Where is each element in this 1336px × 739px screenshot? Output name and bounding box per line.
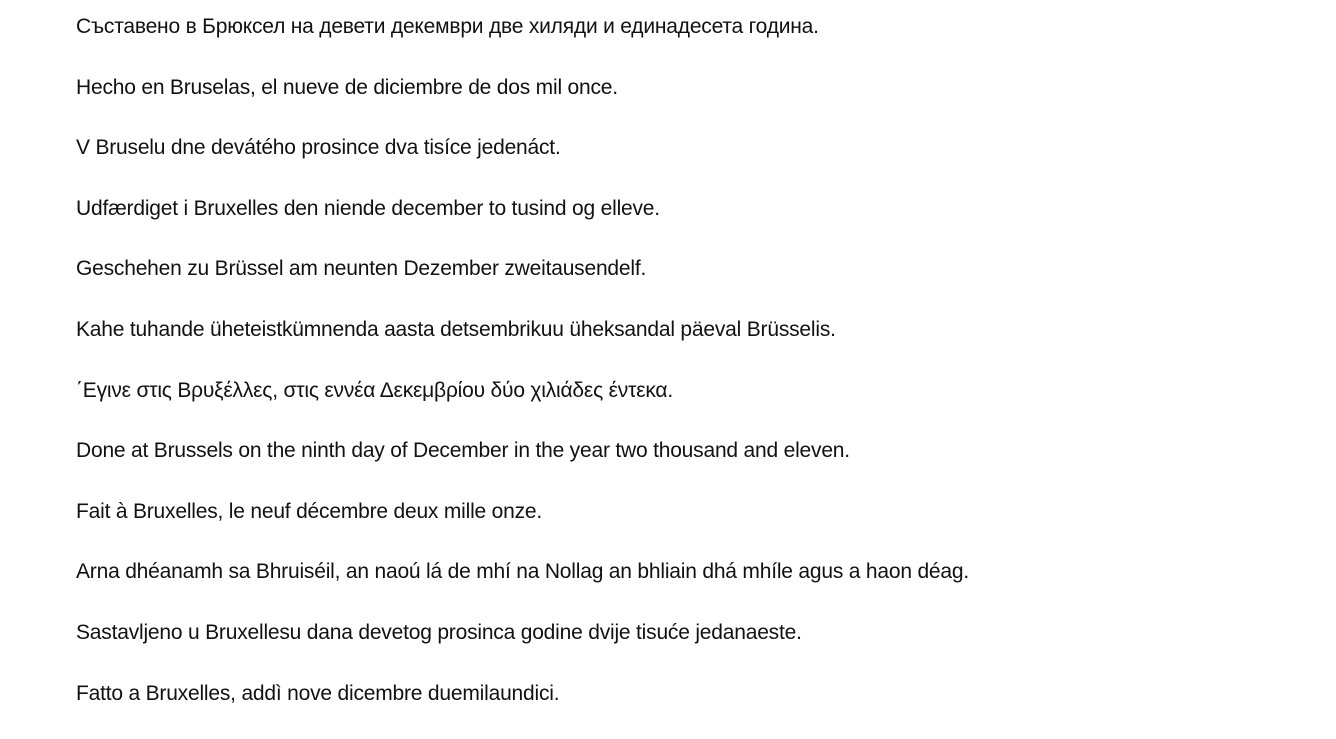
closing-line-et: Kahe tuhande üheteistkümnenda aasta detsembrikuu üheksandal päeval Brüsselis. [76, 317, 836, 341]
closing-line-bg: Съставено в Брюксел на девети декември две хиляди и единадесета година. [76, 15, 819, 38]
closing-line-cs: V Bruselu dne devátého prosince dva tisíce jedenáct. [76, 136, 561, 160]
closing-line-es: Hecho en Bruselas, el nueve de diciembre de dos mil once. [76, 75, 618, 99]
closing-line-fr: Fait à Bruxelles, le neuf décembre deux mille onze. [76, 499, 543, 523]
closing-line-da: Udfærdiget i Bruxelles den niende december to tusind og elleve. [76, 196, 660, 220]
closing-line-de: Geschehen zu Brüssel am neunten Dezember zweitausendelf. [76, 257, 647, 281]
closing-line-it: Fatto a Bruxelles, addì nove dicembre duemilaundici. [76, 681, 560, 705]
closing-line-el: ΄Εγινε στις Βρυξέλλες, στις εννέα Δεκεμβρίου δύο χιλιάδες έντεκα. [76, 378, 673, 402]
closing-line-en: Done at Brussels on the ninth day of December in the year two thousand and eleven. [76, 439, 850, 463]
document-body [76, 12, 1316, 739]
closing-line-hr: Sastavljeno u Bruxellesu dana devetog prosinca godine dvije tisuće jedanaeste. [76, 620, 802, 644]
closing-line-ga: Arna dhéanamh sa Bhruiséil, an naoú lá de mhí na Nollag an bhliain dhá mhíle agus a haon déag. [76, 560, 969, 584]
